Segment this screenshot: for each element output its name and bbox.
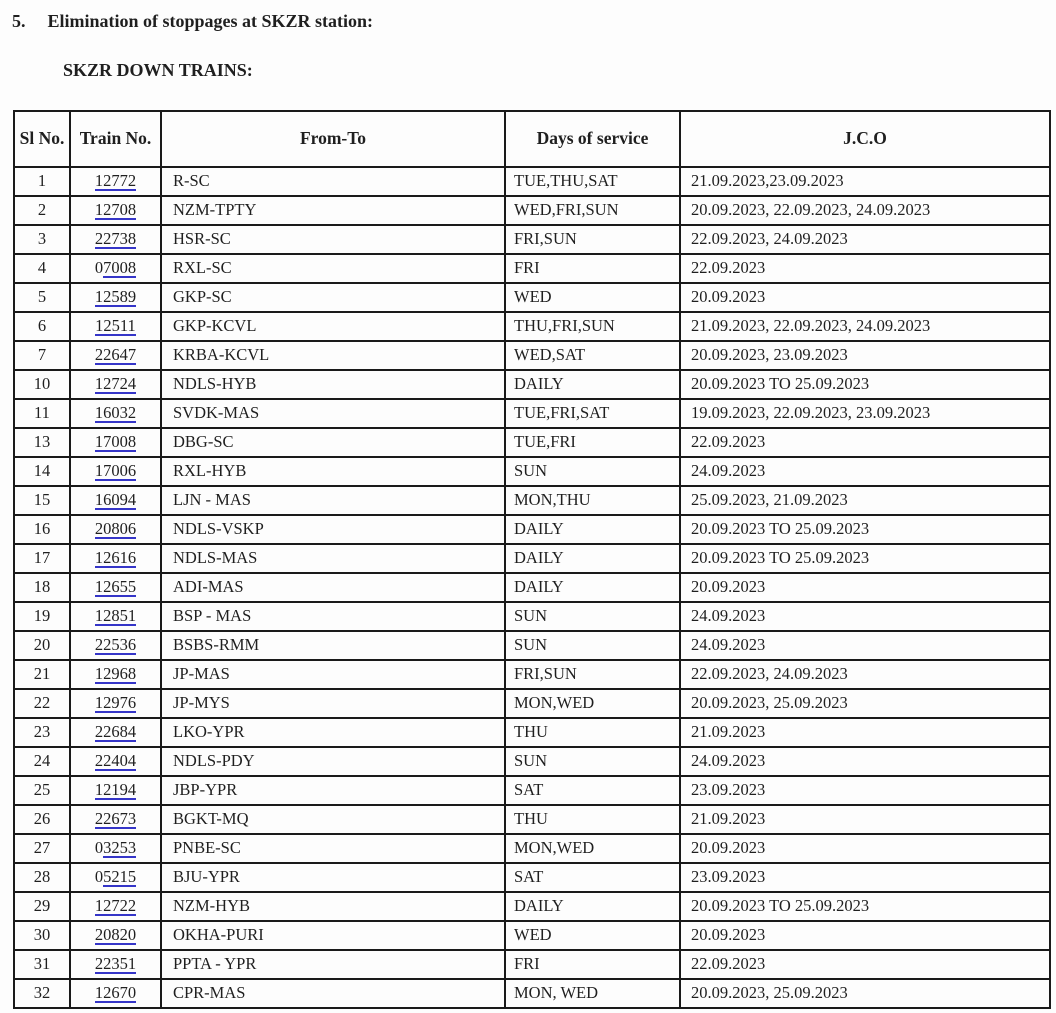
- from-to-cell: ADI-MAS: [161, 573, 505, 602]
- from-to-cell: NZM-HYB: [161, 892, 505, 921]
- train-no-cell: [70, 428, 161, 457]
- table-row: [14, 457, 1050, 486]
- table-row: [14, 747, 1050, 776]
- table-row: [14, 544, 1050, 573]
- table-row: [14, 167, 1050, 196]
- header-jco: J.C.O: [680, 111, 1050, 167]
- train-no-cell: [70, 399, 161, 428]
- train-number-link[interactable]: 12511: [95, 316, 136, 336]
- days-of-service-cell: DAILY: [505, 544, 680, 573]
- days-of-service-cell: MON,WED: [505, 834, 680, 863]
- jco-cell: 23.09.2023: [680, 776, 1050, 805]
- jco-cell: 20.09.2023 TO 25.09.2023: [680, 892, 1050, 921]
- table-row: [14, 283, 1050, 312]
- days-of-service-cell: THU,FRI,SUN: [505, 312, 680, 341]
- sl-no-cell: 16: [14, 515, 70, 544]
- jco-cell: 24.09.2023: [680, 602, 1050, 631]
- from-to-cell: LKO-YPR: [161, 718, 505, 747]
- from-to-cell: NDLS-MAS: [161, 544, 505, 573]
- train-no-cell: [70, 805, 161, 834]
- table-row: [14, 689, 1050, 718]
- sl-no-cell: 23: [14, 718, 70, 747]
- train-number-link[interactable]: 12851: [94, 606, 137, 626]
- jco-cell: 20.09.2023, 25.09.2023: [680, 689, 1050, 718]
- days-of-service-cell: DAILY: [505, 515, 680, 544]
- table-row: [14, 428, 1050, 457]
- from-to-cell: CPR-MAS: [161, 979, 505, 1008]
- from-to-cell: R-SC: [161, 167, 505, 196]
- jco-cell: 22.09.2023, 24.09.2023: [680, 225, 1050, 254]
- train-number-prefix: 0: [94, 258, 104, 278]
- sl-no-cell: 17: [14, 544, 70, 573]
- days-of-service-cell: WED: [505, 921, 680, 950]
- header-train-no: Train No.: [70, 111, 161, 167]
- from-to-cell: GKP-SC: [161, 283, 505, 312]
- from-to-cell: KRBA-KCVL: [161, 341, 505, 370]
- train-number-link[interactable]: 12724: [94, 374, 137, 394]
- days-of-service-cell: FRI: [505, 950, 680, 979]
- train-no-cell: [70, 457, 161, 486]
- days-of-service-cell: MON,THU: [505, 486, 680, 515]
- train-number-link[interactable]: 12194: [94, 780, 137, 800]
- from-to-cell: BJU-YPR: [161, 863, 505, 892]
- jco-cell: 23.09.2023: [680, 863, 1050, 892]
- from-to-cell: JP-MAS: [161, 660, 505, 689]
- table-row: [14, 254, 1050, 283]
- train-no-cell: [70, 486, 161, 515]
- days-of-service-cell: WED,FRI,SUN: [505, 196, 680, 225]
- table-row: [14, 950, 1050, 979]
- train-number-link[interactable]: 12708: [94, 200, 137, 220]
- days-of-service-cell: SAT: [505, 776, 680, 805]
- table-row: [14, 660, 1050, 689]
- sl-no-cell: 19: [14, 602, 70, 631]
- sl-no-cell: 15: [14, 486, 70, 515]
- days-of-service-cell: WED,SAT: [505, 341, 680, 370]
- table-row: [14, 863, 1050, 892]
- train-number-link[interactable]: 12589: [94, 287, 137, 307]
- train-no-cell: [70, 602, 161, 631]
- train-no-cell: [70, 660, 161, 689]
- header-days-of-service: Days of service: [505, 111, 680, 167]
- train-no-cell: [70, 341, 161, 370]
- from-to-cell: NDLS-HYB: [161, 370, 505, 399]
- train-number-link[interactable]: 12722: [94, 896, 137, 916]
- from-to-cell: NDLS-PDY: [161, 747, 505, 776]
- train-no-cell: [70, 892, 161, 921]
- jco-cell: 20.09.2023, 22.09.2023, 24.09.2023: [680, 196, 1050, 225]
- table-row: [14, 312, 1050, 341]
- days-of-service-cell: TUE,FRI: [505, 428, 680, 457]
- train-number-link[interactable]: 22404: [94, 751, 137, 771]
- train-number-link[interactable]: 22647: [94, 345, 137, 365]
- train-no-cell: [70, 950, 161, 979]
- sl-no-cell: 31: [14, 950, 70, 979]
- jco-cell: 19.09.2023, 22.09.2023, 23.09.2023: [680, 399, 1050, 428]
- sl-no-cell: 7: [14, 341, 70, 370]
- section-heading: [0, 0, 1056, 33]
- jco-cell: 20.09.2023: [680, 834, 1050, 863]
- train-no-cell: [70, 283, 161, 312]
- train-no-cell: [70, 573, 161, 602]
- from-to-cell: NZM-TPTY: [161, 196, 505, 225]
- train-no-cell: [70, 863, 161, 892]
- sl-no-cell: 29: [14, 892, 70, 921]
- days-of-service-cell: MON,WED: [505, 689, 680, 718]
- sl-no-cell: 3: [14, 225, 70, 254]
- header-from-to: From-To: [161, 111, 505, 167]
- days-of-service-cell: DAILY: [505, 573, 680, 602]
- train-number-link[interactable]: 22673: [94, 809, 137, 829]
- table-row: [14, 892, 1050, 921]
- jco-cell: 24.09.2023: [680, 457, 1050, 486]
- train-number-link[interactable]: 22684: [94, 722, 137, 742]
- table-row: [14, 834, 1050, 863]
- days-of-service-cell: DAILY: [505, 892, 680, 921]
- from-to-cell: NDLS-VSKP: [161, 515, 505, 544]
- from-to-cell: DBG-SC: [161, 428, 505, 457]
- days-of-service-cell: FRI: [505, 254, 680, 283]
- train-no-cell: [70, 312, 161, 341]
- days-of-service-cell: TUE,FRI,SAT: [505, 399, 680, 428]
- train-no-cell: [70, 370, 161, 399]
- days-of-service-cell: TUE,THU,SAT: [505, 167, 680, 196]
- days-of-service-cell: DAILY: [505, 370, 680, 399]
- from-to-cell: HSR-SC: [161, 225, 505, 254]
- sl-no-cell: 13: [14, 428, 70, 457]
- table-subtitle: SKZR DOWN TRAINS:: [63, 60, 253, 81]
- train-no-cell: [70, 979, 161, 1008]
- from-to-cell: SVDK-MAS: [161, 399, 505, 428]
- train-number-link[interactable]: 17006: [94, 461, 137, 481]
- days-of-service-cell: FRI,SUN: [505, 225, 680, 254]
- train-no-cell: [70, 631, 161, 660]
- train-no-cell: [70, 776, 161, 805]
- jco-cell: 20.09.2023 TO 25.09.2023: [680, 515, 1050, 544]
- jco-cell: 20.09.2023, 25.09.2023: [680, 979, 1050, 1008]
- jco-cell: 21.09.2023: [680, 718, 1050, 747]
- sl-no-cell: 11: [14, 399, 70, 428]
- days-of-service-cell: SUN: [505, 747, 680, 776]
- train-no-cell: [70, 544, 161, 573]
- train-no-cell: [70, 834, 161, 863]
- sl-no-cell: 21: [14, 660, 70, 689]
- sl-no-cell: 27: [14, 834, 70, 863]
- train-number-link[interactable]: 3253: [103, 838, 137, 858]
- from-to-cell: RXL-HYB: [161, 457, 505, 486]
- from-to-cell: PNBE-SC: [161, 834, 505, 863]
- train-no-cell: [70, 196, 161, 225]
- from-to-cell: BSBS-RMM: [161, 631, 505, 660]
- sl-no-cell: 30: [14, 921, 70, 950]
- from-to-cell: LJN - MAS: [161, 486, 505, 515]
- train-number-link[interactable]: 12976: [94, 693, 137, 713]
- train-number-link[interactable]: 5215: [103, 867, 137, 887]
- train-number-link[interactable]: 16032: [94, 403, 137, 423]
- sl-no-cell: 1: [14, 167, 70, 196]
- sl-no-cell: 10: [14, 370, 70, 399]
- table-row: [14, 718, 1050, 747]
- sl-no-cell: 26: [14, 805, 70, 834]
- days-of-service-cell: WED: [505, 283, 680, 312]
- sl-no-cell: 28: [14, 863, 70, 892]
- train-number-link[interactable]: 12772: [94, 171, 137, 191]
- jco-cell: 21.09.2023, 22.09.2023, 24.09.2023: [680, 312, 1050, 341]
- train-number-link[interactable]: 20820: [94, 925, 137, 945]
- days-of-service-cell: SUN: [505, 602, 680, 631]
- sl-no-cell: 2: [14, 196, 70, 225]
- train-no-cell: [70, 921, 161, 950]
- train-number-link[interactable]: 12670: [94, 983, 137, 1003]
- train-no-cell: [70, 254, 161, 283]
- table-row: [14, 486, 1050, 515]
- train-number-prefix: 0: [94, 838, 104, 858]
- days-of-service-cell: SUN: [505, 631, 680, 660]
- table-row: [14, 602, 1050, 631]
- jco-cell: 20.09.2023: [680, 573, 1050, 602]
- sl-no-cell: 18: [14, 573, 70, 602]
- sl-no-cell: 20: [14, 631, 70, 660]
- jco-cell: 20.09.2023, 23.09.2023: [680, 341, 1050, 370]
- train-no-cell: [70, 225, 161, 254]
- sl-no-cell: 32: [14, 979, 70, 1008]
- table-row: [14, 399, 1050, 428]
- table-row: [14, 370, 1050, 399]
- skzr-down-trains-table: [13, 110, 1051, 1009]
- from-to-cell: BSP - MAS: [161, 602, 505, 631]
- from-to-cell: PPTA - YPR: [161, 950, 505, 979]
- train-no-cell: [70, 689, 161, 718]
- days-of-service-cell: FRI,SUN: [505, 660, 680, 689]
- days-of-service-cell: THU: [505, 805, 680, 834]
- jco-cell: 22.09.2023: [680, 428, 1050, 457]
- train-number-link[interactable]: 22351: [94, 954, 137, 974]
- table-header-row: [14, 111, 1050, 167]
- table-row: [14, 196, 1050, 225]
- section-number: 5.: [12, 11, 26, 31]
- jco-cell: 20.09.2023 TO 25.09.2023: [680, 370, 1050, 399]
- train-number-link[interactable]: 12968: [94, 664, 137, 684]
- days-of-service-cell: SUN: [505, 457, 680, 486]
- jco-cell: 20.09.2023 TO 25.09.2023: [680, 544, 1050, 573]
- train-number-prefix: 0: [94, 867, 104, 887]
- table-row: [14, 776, 1050, 805]
- jco-cell: 22.09.2023: [680, 254, 1050, 283]
- table-row: [14, 225, 1050, 254]
- jco-cell: 24.09.2023: [680, 631, 1050, 660]
- train-no-cell: [70, 515, 161, 544]
- from-to-cell: OKHA-PURI: [161, 921, 505, 950]
- train-number-link[interactable]: 16094: [94, 490, 137, 510]
- header-sl-no: Sl No.: [14, 111, 70, 167]
- jco-cell: 21.09.2023: [680, 805, 1050, 834]
- train-number-link[interactable]: 12655: [94, 577, 137, 597]
- jco-cell: 20.09.2023: [680, 283, 1050, 312]
- sl-no-cell: 22: [14, 689, 70, 718]
- table-row: [14, 515, 1050, 544]
- table-row: [14, 573, 1050, 602]
- sl-no-cell: 5: [14, 283, 70, 312]
- section-title: Elimination of stoppages at SKZR station:: [47, 11, 374, 31]
- train-no-cell: [70, 167, 161, 196]
- train-number-link[interactable]: 22738: [94, 229, 137, 249]
- jco-cell: 25.09.2023, 21.09.2023: [680, 486, 1050, 515]
- table-row: [14, 805, 1050, 834]
- table-row: [14, 921, 1050, 950]
- train-no-cell: [70, 747, 161, 776]
- sl-no-cell: 25: [14, 776, 70, 805]
- table-row: [14, 979, 1050, 1008]
- train-number-link[interactable]: 22536: [94, 635, 137, 655]
- days-of-service-cell: THU: [505, 718, 680, 747]
- train-number-link[interactable]: 20806: [94, 519, 137, 539]
- jco-cell: 21.09.2023,23.09.2023: [680, 167, 1050, 196]
- sl-no-cell: 6: [14, 312, 70, 341]
- from-to-cell: BGKT-MQ: [161, 805, 505, 834]
- train-no-cell: [70, 718, 161, 747]
- jco-cell: 20.09.2023: [680, 921, 1050, 950]
- jco-cell: 22.09.2023, 24.09.2023: [680, 660, 1050, 689]
- train-number-link[interactable]: 17008: [94, 432, 137, 452]
- train-number-link[interactable]: 7008: [103, 258, 137, 278]
- sl-no-cell: 24: [14, 747, 70, 776]
- sl-no-cell: 4: [14, 254, 70, 283]
- days-of-service-cell: MON, WED: [505, 979, 680, 1008]
- from-to-cell: JP-MYS: [161, 689, 505, 718]
- from-to-cell: GKP-KCVL: [161, 312, 505, 341]
- train-number-link[interactable]: 12616: [94, 548, 137, 568]
- jco-cell: 22.09.2023: [680, 950, 1050, 979]
- sl-no-cell: 14: [14, 457, 70, 486]
- from-to-cell: RXL-SC: [161, 254, 505, 283]
- jco-cell: 24.09.2023: [680, 747, 1050, 776]
- table-row: [14, 341, 1050, 370]
- from-to-cell: JBP-YPR: [161, 776, 505, 805]
- table-row: [14, 631, 1050, 660]
- days-of-service-cell: SAT: [505, 863, 680, 892]
